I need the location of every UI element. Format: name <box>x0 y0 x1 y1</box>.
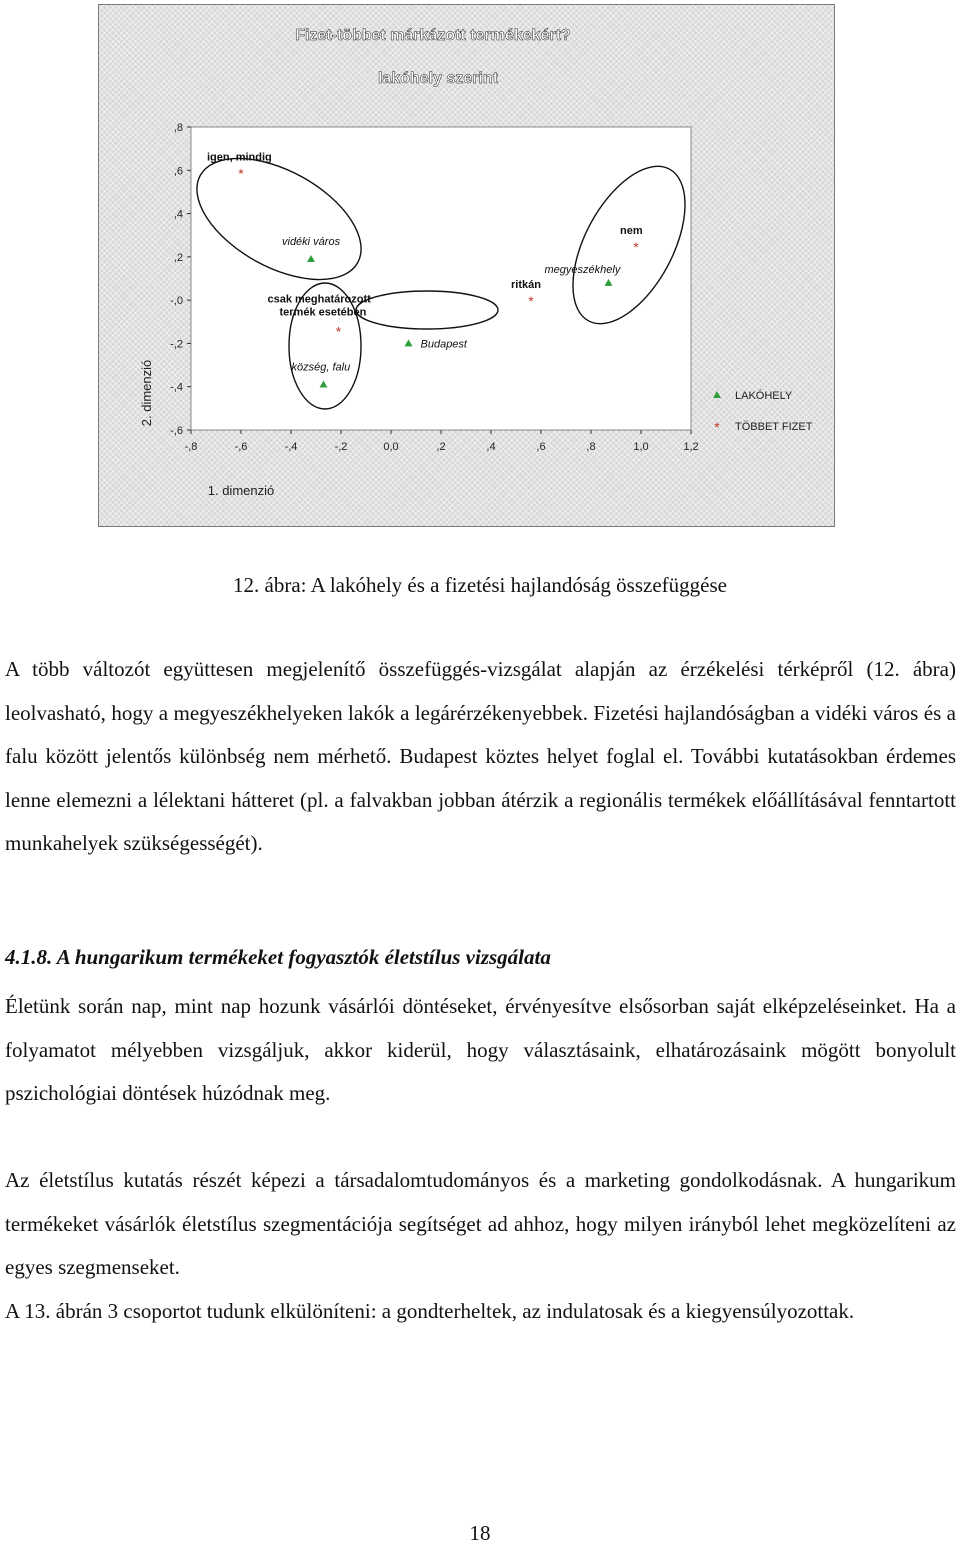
section-heading: 4.1.8. A hungarikum termékeket fogyasztók életstílus vizsgálata <box>5 945 551 969</box>
x-tick-label: ,2 <box>436 441 446 453</box>
scatter-chart <box>99 5 836 528</box>
point-label: nem <box>620 225 643 238</box>
y-tick-label: -,2 <box>170 338 183 351</box>
page-number: 18 <box>469 1521 491 1545</box>
y-tick-label: ,2 <box>173 251 183 264</box>
data-point-asterisk: * <box>528 293 534 310</box>
x-axis-label: 1. dimenzió <box>207 483 275 498</box>
point-label: vidéki város <box>282 236 341 249</box>
point-label: község, falu <box>291 361 351 374</box>
paragraph-1: A több változót együttesen megjelenítő összefüggés-vizsgálat alapján az érzékelési térképről (12. ábra) leolvasható, hogy a megyeszékhelyeken lakók a legárérzékenyebbek. Fizetési hajlandóságban a vidéki város és a falu között jelentős különbség nem mérhető. Budapest köztes helyet foglal el. További kutatásokban érdemes lenne elemezni a lélektani hátteret (pl. a falvakban jobban átérzik a regionális termékek előállításával fenntartott munkahelyek szükségességét). <box>5 657 956 855</box>
point-label: megyeszékhely <box>544 263 621 276</box>
plot-area <box>191 127 691 430</box>
y-tick-label: -,0 <box>170 295 183 308</box>
paragraph-2: Életünk során nap, mint nap hozunk vásárlói döntéseket, érvényesítve elsősorban saját elképzeléseinket. Ha a folyamatot mélyebben vizsgáljuk, akkor kiderül, hogy választásaink, elhatározásaink mögött bonyolult pszichológiai döntések húzódnak meg. <box>5 994 956 1105</box>
paragraph-3: Az életstílus kutatás részét képezi a társadalomtudományos és a marketing gondolkodásnak. A hungarikum termékeket vásárlók életstílus szegmentációja segítséget ad ahhoz, hogy milyen irányból lehet megközelíteni az egyes szegmenseket. <box>5 1168 956 1279</box>
figure-caption: 12. ábra: A lakóhely és a fizetési hajlandóság összefüggése <box>233 573 727 597</box>
y-tick-label: -,6 <box>170 425 183 437</box>
x-tick-label: -,2 <box>334 441 348 453</box>
x-tick-label: -,8 <box>184 441 198 453</box>
x-tick-label: ,8 <box>586 441 596 453</box>
legend-label: TÖBBET FIZET <box>735 421 813 433</box>
x-tick-label: ,4 <box>486 441 496 453</box>
x-tick-label: 1,0 <box>633 441 649 453</box>
data-point-asterisk: * <box>238 165 244 182</box>
legend-label: LAKÓHELY <box>735 390 793 402</box>
x-tick-label: -,6 <box>234 441 248 453</box>
y-tick-label: ,4 <box>173 208 183 221</box>
chart-title: Fizet-többet márkázott termékekért? <box>295 27 571 44</box>
x-tick-label: -,4 <box>284 441 298 453</box>
point-label: Budapest <box>420 338 467 351</box>
chart-subtitle: lakóhely szerint <box>377 70 499 87</box>
perceptual-map-figure <box>98 4 835 527</box>
point-label: termék esetében <box>279 306 367 319</box>
point-label: igen, mindig <box>207 151 272 164</box>
legend-marker-triangle <box>713 391 721 398</box>
data-point-asterisk: * <box>335 323 342 340</box>
y-axis-label: 2. dimenzió <box>139 359 154 427</box>
x-tick-label: ,6 <box>536 441 546 453</box>
y-tick-label: ,6 <box>173 165 183 178</box>
y-tick-label: -,4 <box>170 381 183 394</box>
y-tick-label: ,8 <box>173 122 183 134</box>
x-tick-label: 0,0 <box>383 441 399 453</box>
legend-marker-asterisk: * <box>714 419 720 435</box>
paragraph-4: A 13. ábrán 3 csoportot tudunk elkülöníteni: a gondterheltek, az indulatosak és a kiegyensúlyozottak. <box>5 1299 855 1323</box>
x-tick-label: 1,2 <box>683 441 699 453</box>
point-label: ritkán <box>511 279 541 292</box>
data-point-asterisk: * <box>633 239 639 256</box>
point-label: csak meghatározott <box>267 293 371 306</box>
